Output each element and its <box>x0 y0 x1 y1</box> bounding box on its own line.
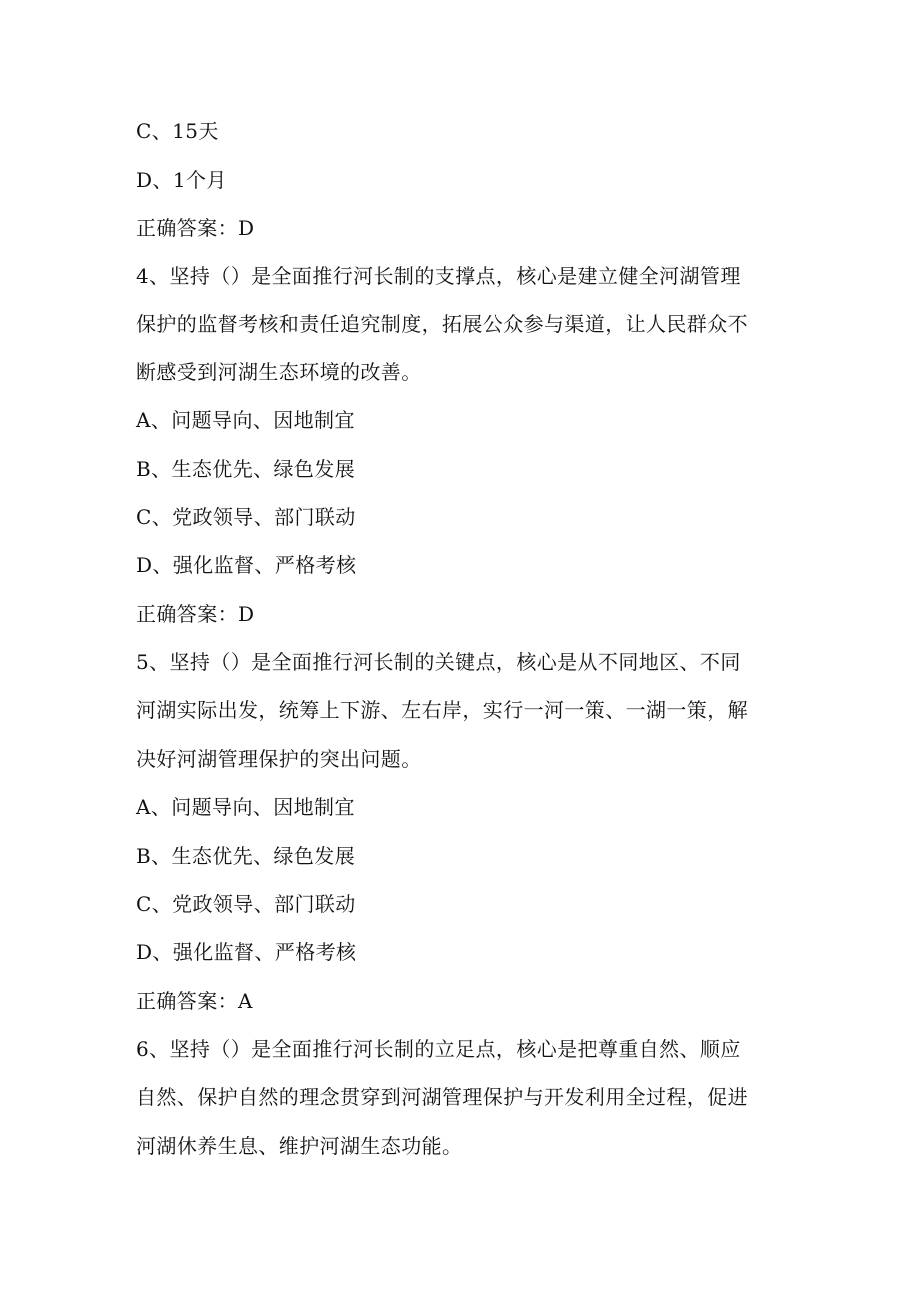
option-a-q5: A、问题导向、因地制宜 <box>136 795 355 819</box>
answer-q5: 正确答案：A <box>136 989 253 1013</box>
option-c-q4: C、党政领导、部门联动 <box>136 505 356 529</box>
option-d-q3: D、1个月 <box>136 168 227 192</box>
answer-q3: 正确答案：D <box>136 216 255 240</box>
option-b-q4: B、生态优先、绿色发展 <box>136 457 356 481</box>
question-6-line-1: 6、坚持（）是全面推行河长制的立足点，核心是把尊重自然、顺应 <box>136 1037 741 1061</box>
question-5-line-1: 5、坚持（）是全面推行河长制的关键点，核心是从不同地区、不同 <box>136 650 741 674</box>
question-5-line-2: 河湖实际出发，统筹上下游、左右岸，实行一河一策、一湖一策，解 <box>136 698 748 722</box>
question-5-line-3: 决好河湖管理保护的突出问题。 <box>136 747 422 771</box>
option-d-q5: D、强化监督、严格考核 <box>136 940 357 964</box>
question-6-line-3: 河湖休养生息、维护河湖生态功能。 <box>136 1134 463 1158</box>
option-c-q5: C、党政领导、部门联动 <box>136 892 356 916</box>
option-b-q5: B、生态优先、绿色发展 <box>136 844 356 868</box>
question-4-line-2: 保护的监督考核和责任追究制度，拓展公众参与渠道，让人民群众不 <box>136 312 748 336</box>
option-a-q4: A、问题导向、因地制宜 <box>136 408 355 432</box>
answer-q4: 正确答案：D <box>136 602 255 626</box>
question-4-line-1: 4、坚持（）是全面推行河长制的支撑点，核心是建立健全河湖管理 <box>136 264 741 288</box>
option-d-q4: D、强化监督、严格考核 <box>136 553 357 577</box>
option-c-q3: C、15天 <box>136 119 219 143</box>
question-4-line-3: 断感受到河湖生态环境的改善。 <box>136 360 422 384</box>
question-6-line-2: 自然、保护自然的理念贯穿到河湖管理保护与开发利用全过程，促进 <box>136 1085 748 1109</box>
